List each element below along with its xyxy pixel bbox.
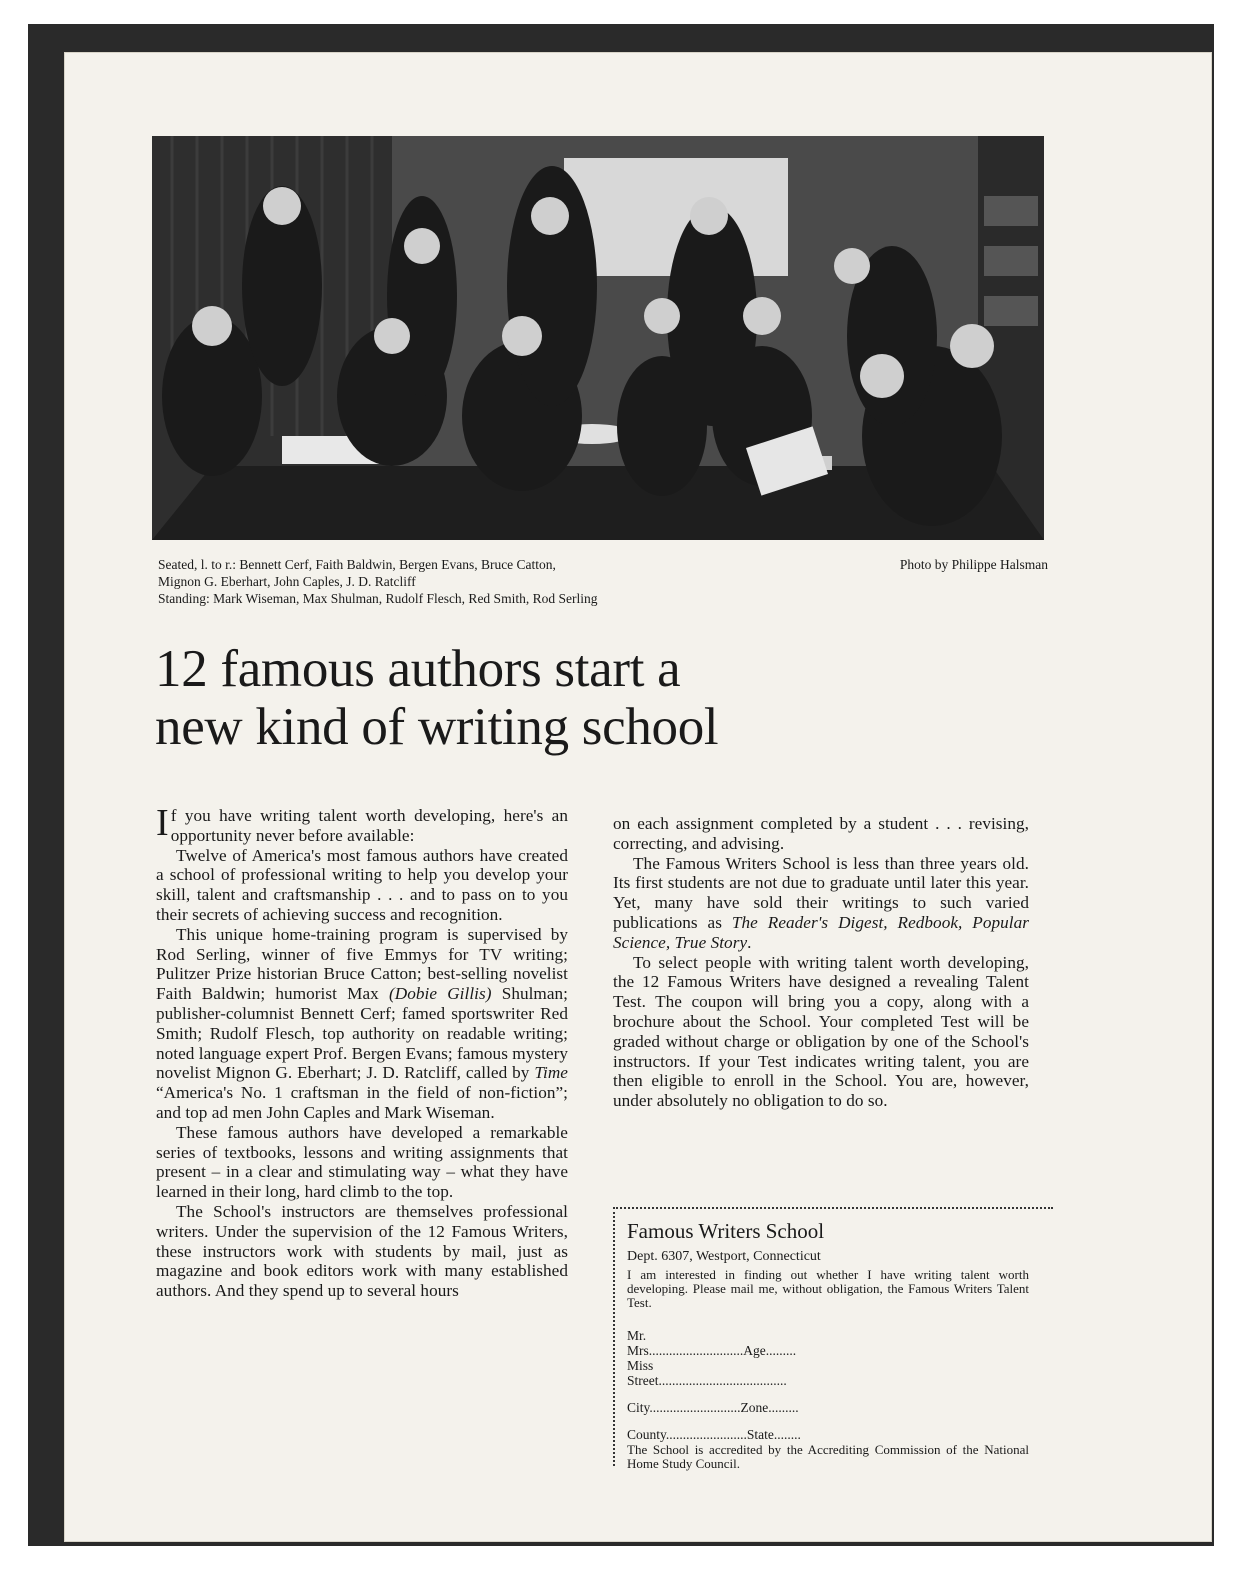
body-paragraph-instructors: This unique home-training program is supervised by Rod Serling, winner of five Emmys for TV writing; Pulitzer Prize historian Bruce Catton; best-selling novelist Faith Baldwin; humorist Max (Dobie Gillis) Shulman; publisher-columnist Bennett Cerf; famed sportswriter Red Smith; Rudolf Flesch, top authority on readable writing; noted language expert Prof. Bergen Evans; famous mystery novelist Mignon G. Eberhart; J. D. Ratcliff, called by Time “America's No. 1 craftsman in the field of non-fiction”; and top ad men John Caples and Mark Wiseman.: [156, 924, 569, 1122]
coupon-field-city-zone[interactable]: City...........................Zone.........: [627, 1400, 799, 1415]
body-column-right: [613, 814, 1029, 1111]
coupon-field-county-state[interactable]: County........................State........: [627, 1427, 801, 1442]
caption-standing-line: Standing: Mark Wiseman, Max Shulman, Rudolf Flesch, Red Smith, Rod Serling: [158, 591, 598, 606]
caption-seated-line-2: Mignon G. Eberhart, John Caples, J. D. Ratcliff: [158, 574, 416, 589]
coupon-request-text: I am interested in finding out whether I have writing talent worth developing. Please mail me, without obligation, the Famous Writers Talent Test.: [627, 1267, 1029, 1310]
coupon-title: Famous Writers School: [627, 1219, 825, 1243]
body-paragraph: on each assignment completed by a student . . . revising, correcting, and advising.: [613, 814, 1029, 853]
coupon-field-mrs-age[interactable]: Mrs............................Age.........: [627, 1343, 797, 1358]
caption-seated-line-1: Seated, l. to r.: Bennett Cerf, Faith Baldwin, Bergen Evans, Bruce Catton,: [158, 557, 556, 572]
headline-line-1: 12 famous authors start a: [155, 640, 681, 698]
coupon-field-street[interactable]: Street......................................: [627, 1373, 787, 1388]
photo-caption: [158, 556, 798, 607]
coupon-field-mr[interactable]: Mr.: [627, 1328, 647, 1343]
coupon-accreditation-note: The School is accredited by the Accrediting Commission of the National Home Study Council.: [627, 1442, 1029, 1471]
body-paragraph: Twelve of America's most famous authors have created a school of professional writing to help you develop your skill, talent and craftsmanship . . . and to pass on to you their secrets of achieving success and recognition.: [156, 845, 568, 924]
drop-cap: I: [156, 802, 169, 844]
coupon-field-miss[interactable]: Miss: [627, 1358, 654, 1373]
mail-in-coupon[interactable]: [613, 1207, 1053, 1471]
coupon-address: Dept. 6307, Westport, Connecticut: [627, 1249, 821, 1264]
body-column-left: [156, 802, 569, 1301]
body-paragraph-intro: If you have writing talent worth developing, here's an opportunity never before available:: [156, 802, 568, 845]
group-photo-icon: [152, 136, 1044, 540]
body-paragraph: These famous authors have developed a remarkable series of textbooks, lessons and writing assignments that present – in a clear and stimulating way – what they have learned in their long, hard climb to the top.: [156, 1122, 568, 1202]
group-photo: [152, 136, 1044, 540]
headline-line-2: new kind of writing school: [155, 698, 719, 756]
body-paragraph-publications: The Famous Writers School is less than three years old. Its first students are not due to graduate until later this year. Yet, many have sold their writings to such varied publications as The Reader's Digest, Redbook, Popular Science, True Story.: [613, 853, 1029, 952]
headline: [155, 640, 1035, 756]
body-paragraph: To select people with writing talent worth developing, the 12 Famous Writers have designed a revealing Talent Test. The coupon will bring you a copy, along with a brochure about the School. Your completed Test will be graded without charge or obligation by one of the School's instructors. If your Test indicates writing talent, you are then eligible to enroll in the School. You are, however, under absolutely no obligation to do so.: [613, 952, 1029, 1111]
photo-credit: Photo by Philippe Halsman: [899, 557, 1048, 572]
body-paragraph: The School's instructors are themselves professional writers. Under the supervision of the 12 Famous Writers, these instructors work with students by mail, just as magazine and book editors work with many established authors. And they spend up to several hours: [156, 1201, 568, 1301]
